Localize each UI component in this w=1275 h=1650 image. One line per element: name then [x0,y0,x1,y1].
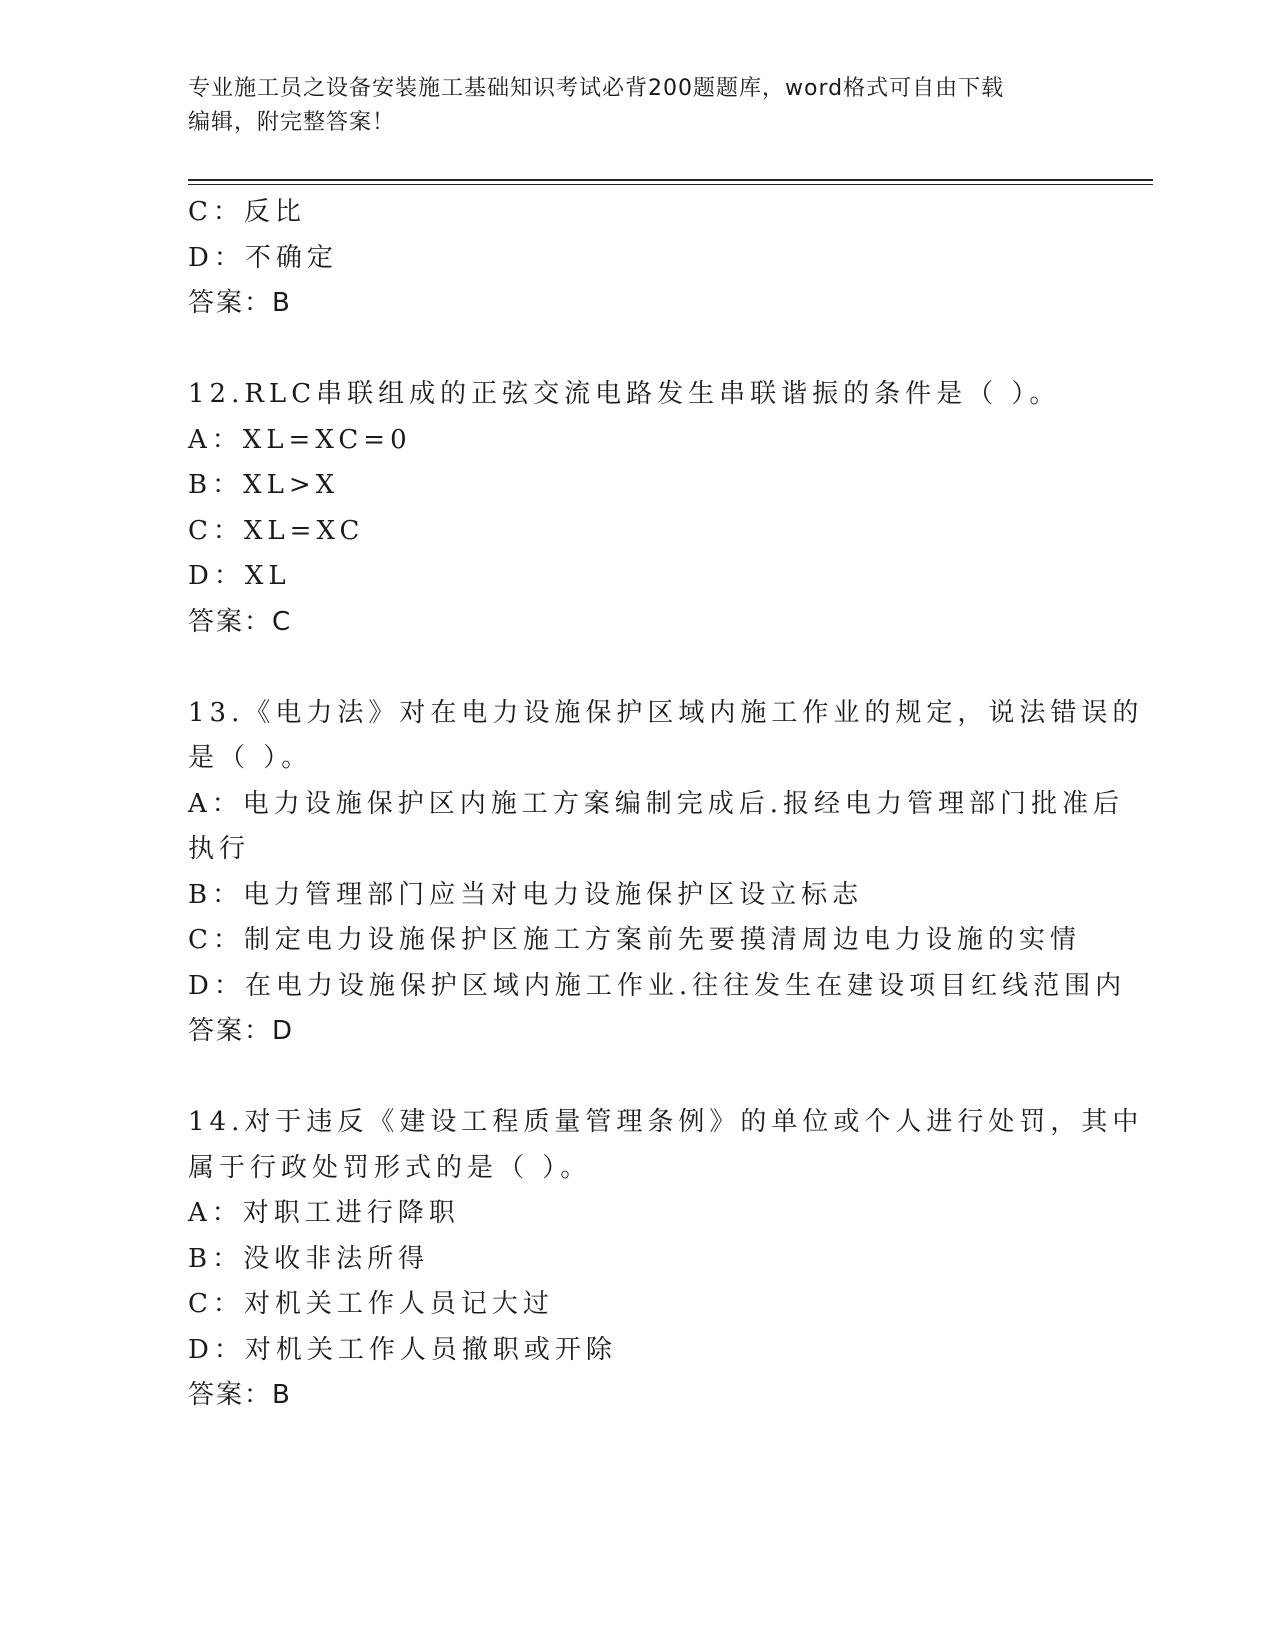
question-stem-line-1: 14.对于违反《建设工程质量管理条例》的单位或个人进行处罚，其中 [188,1107,1144,1137]
answer: 答案：B [188,1380,292,1410]
question-stem-line-1: 13.《电力法》对在电力设施保护区域内施工作业的规定，说法错误的 [188,697,1144,728]
header-line-2: 编辑，附完整答案！ [188,110,396,135]
question-11-continued [188,190,1088,327]
option-c: C：反比 [188,197,306,227]
answer: 答案：D [188,1016,295,1046]
option-a-line-1: A：电力设施保护区内施工方案编制完成后.报经电力管理部门批准后 [188,788,1125,819]
option-b: B：XL>X [188,470,340,500]
question-stem: 12.RLC串联组成的正弦交流电路发生串联谐振的条件是（ ）。 [188,379,1061,409]
answer: 答案：B [188,288,292,318]
question-13 [188,691,1144,1055]
option-c: C：XL=XC [188,515,365,546]
question-list [188,190,1144,1419]
question-stem-line-2: 属于行政处罚形式的是（ ）。 [188,1152,592,1183]
question-stem-line-2: 是（ ）。 [188,743,313,773]
option-d: D：在电力设施保护区域内施工作业.往往发生在建设项目红线范围内 [188,970,1127,1001]
option-c: C：制定电力设施保护区施工方案前先要摸清周边电力设施的实情 [188,925,1081,955]
document-header [188,72,1068,140]
option-c: C：对机关工作人员记大过 [188,1289,554,1319]
option-d: D：XL [188,561,291,591]
option-a: A：XL=XC=0 [188,424,412,455]
option-a: A：对职工进行降职 [188,1198,460,1228]
header-rule-thin [188,184,1153,185]
question-12 [188,372,1088,645]
option-d: D：不确定 [188,242,338,273]
answer: 答案：C [188,606,293,637]
option-b: B：没收非法所得 [188,1243,430,1274]
option-a-line-2: 执行 [188,834,251,864]
option-d: D：对机关工作人员撤职或开除 [188,1334,617,1365]
question-14 [188,1100,1144,1419]
header-line-1: 专业施工员之设备安装施工基础知识考试必背200题题库，word格式可自由下载 [188,76,1005,101]
option-b: B：电力管理部门应当对电力设施保护区设立标志 [188,879,864,910]
header-rule-thick [188,179,1153,181]
